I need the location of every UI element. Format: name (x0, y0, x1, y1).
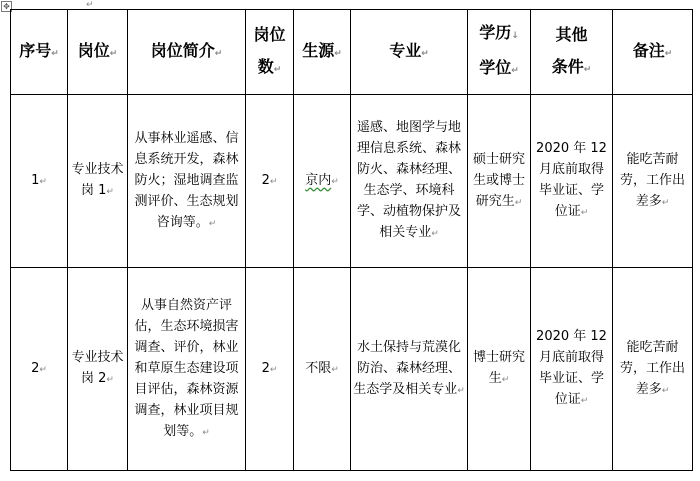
header-source: 生源↵ (294, 10, 351, 95)
job-posts-table (10, 9, 693, 471)
cell-source: 京内↵ (294, 95, 351, 268)
table-move-handle[interactable]: ✥ (1, 1, 12, 12)
cell-note: 能吃苦耐劳，工作出差多↵ (613, 95, 693, 268)
table-header-row (11, 10, 693, 95)
cell-intro: 从事自然资产评估，生态环境损害调查、评价，林业和草原生态建设项目评估，森林资源调查，林业项目规划等。↵ (128, 268, 246, 471)
paragraph-mark-icon: ↵ (86, 0, 94, 10)
cell-count: 2↵ (246, 268, 294, 471)
cell-other: 2020 年 12 月底前取得毕业证、学位证↵ (531, 95, 613, 268)
cell-seq: 2↵ (11, 268, 68, 471)
header-seq: 序号↵ (11, 10, 68, 95)
table-row (11, 268, 693, 471)
header-post: 岗位↵ (68, 10, 128, 95)
header-education: 学历↓ 学位↵ (468, 10, 531, 95)
header-other: 其他 条件↵ (531, 10, 613, 95)
cell-education: 硕士研究生或博士研究生↵ (468, 95, 531, 268)
table-row (11, 95, 693, 268)
cell-intro: 从事林业遥感、信息系统开发，森林防火；湿地调查监测评价、生态规划咨询等。↵ (128, 95, 246, 268)
cell-education: 博士研究生↵ (468, 268, 531, 471)
cell-post: 专业技术岗 1↵ (68, 95, 128, 268)
cell-note: 能吃苦耐劳，工作出差多↵ (613, 268, 693, 471)
cell-seq: 1↵ (11, 95, 68, 268)
cell-post: 专业技术岗 2↵ (68, 268, 128, 471)
cell-source: 不限↵ (294, 268, 351, 471)
header-major: 专业↵ (351, 10, 468, 95)
header-count: 岗位 数↵ (246, 10, 294, 95)
header-intro: 岗位简介↵ (128, 10, 246, 95)
cell-count: 2↵ (246, 95, 294, 268)
header-note: 备注↵ (613, 10, 693, 95)
cell-other: 2020 年 12 月底前取得毕业证、学位证↵ (531, 268, 613, 471)
cell-major: 遥感、地图学与地理信息系统、森林防火、森林经理、生态学、环境科学、动植物保护及相关专业↵ (351, 95, 468, 268)
cell-major: 水土保持与荒漠化防治、森林经理、生态学及相关专业↵ (351, 268, 468, 471)
